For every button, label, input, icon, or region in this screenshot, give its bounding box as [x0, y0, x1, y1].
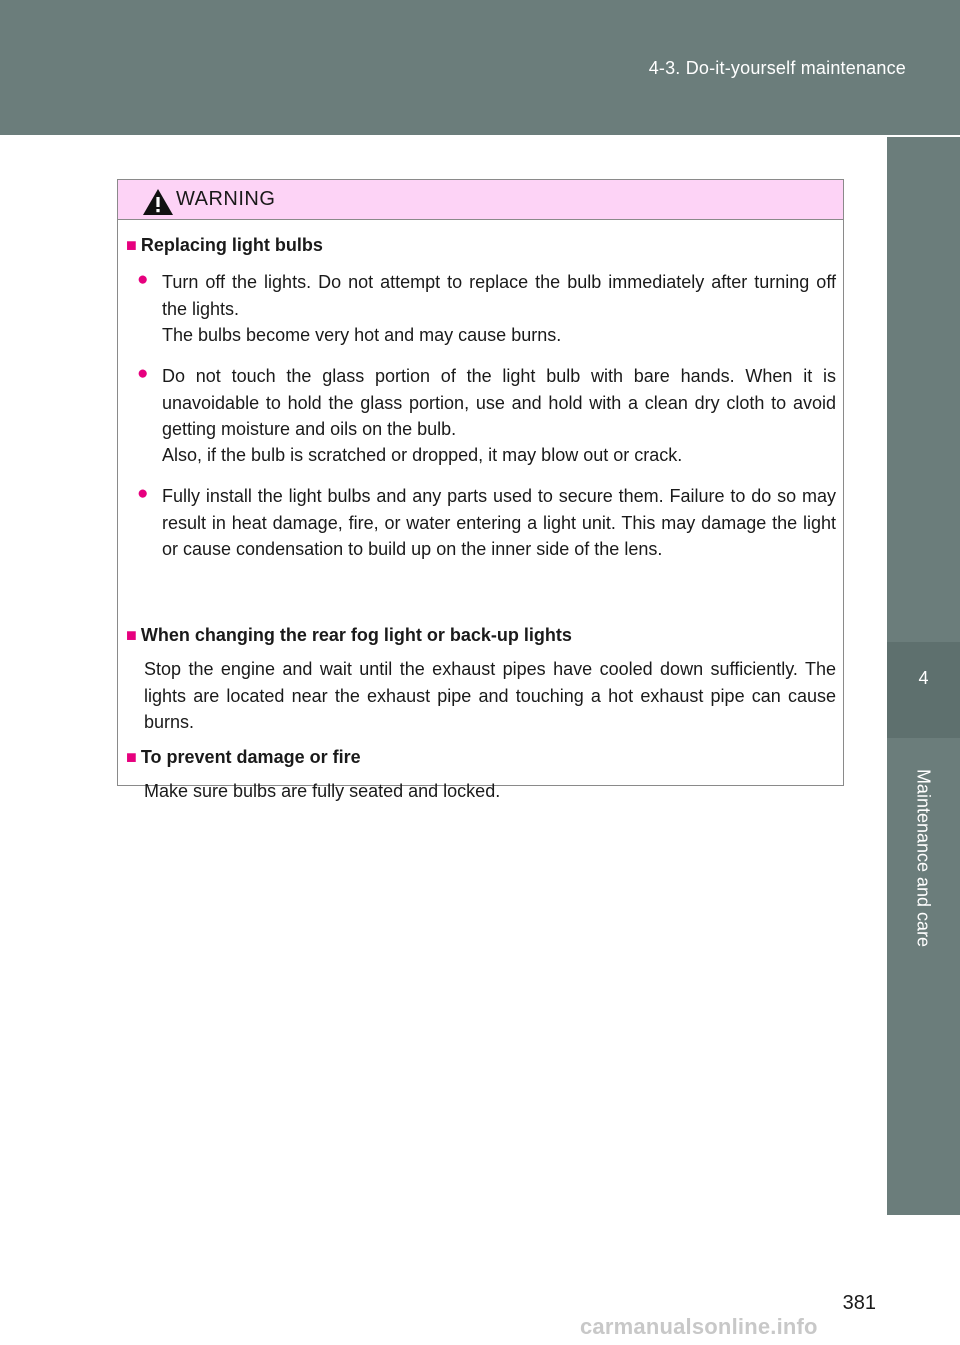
- chapter-number-block: [887, 642, 960, 738]
- list-item: Fully install the light bulbs and any parts used to secure them. Failure to do so may result in heat damage, fire, or water entering a light unit. This may damage the light or cause condensation to build up on the inner side of the lens.: [162, 486, 836, 559]
- list-item: Do not touch the glass portion of the light bulb with bare hands. When it is unavoidable to hold the glass portion, use and hold with a clean dry cloth to avoid getting moisture and oils on the bulb.: [162, 366, 836, 439]
- section-title: 4-3. Do-it-yourself maintenance: [648, 58, 906, 78]
- section-heading: [126, 747, 361, 768]
- section-paragraph: Make sure bulbs are fully seated and locked.: [144, 781, 501, 801]
- square-bullet-icon: ■: [126, 235, 137, 255]
- section-heading: [126, 235, 323, 256]
- warning-box: [117, 179, 844, 801]
- square-bullet-icon: ■: [126, 625, 137, 645]
- dot-bullet-icon: ●: [137, 269, 149, 290]
- square-bullet-icon: ■: [126, 747, 137, 767]
- watermark: carmanualsonline.info: [580, 1314, 818, 1339]
- dot-bullet-icon: ●: [137, 363, 149, 384]
- chapter-label: Maintenance and care: [913, 768, 934, 948]
- warning-triangle-icon: [142, 188, 174, 216]
- chapter-number: 4: [918, 668, 929, 688]
- warning-title: WARNING: [176, 188, 276, 210]
- section-paragraph: Stop the engine and wait until the exhaust pipes have cooled down sufficiently. The lights are located near the exhaust pipe and touching a hot exhaust pipe can cause burns.: [144, 659, 836, 732]
- list-item-note: Also, if the bulb is scratched or dropped, it may blow out or crack.: [162, 445, 683, 465]
- section-heading-text: When changing the rear fog light or back-up lights: [140, 625, 572, 645]
- section-heading-text: Replacing light bulbs: [140, 235, 323, 255]
- list-item: Turn off the lights. Do not attempt to replace the bulb immediately after turning off the lights.: [162, 272, 836, 319]
- section-heading-text: To prevent damage or fire: [140, 747, 361, 767]
- dot-bullet-icon: ●: [137, 483, 149, 504]
- section-heading: [126, 625, 572, 646]
- warning-header: [118, 180, 843, 220]
- page-number: 381: [842, 1292, 876, 1314]
- list-item-note: The bulbs become very hot and may cause burns.: [162, 325, 562, 345]
